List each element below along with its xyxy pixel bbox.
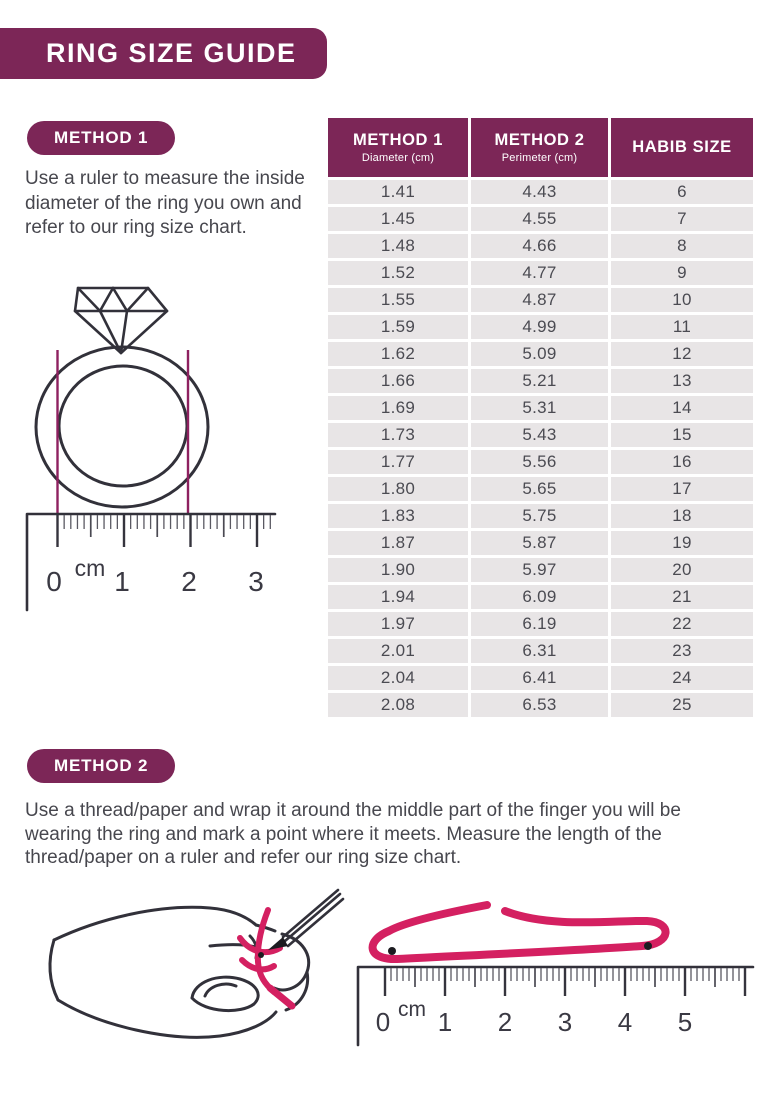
hand-thread-illustration bbox=[42, 876, 362, 1056]
thread-end-dot-right bbox=[644, 942, 652, 950]
table-header-habib-size: HABIB SIZE bbox=[611, 118, 753, 177]
table-cell: 1.69 bbox=[328, 396, 468, 420]
ring-size-table bbox=[328, 118, 753, 717]
table-cell: 1.45 bbox=[328, 207, 468, 231]
table-cell: 4.99 bbox=[471, 315, 608, 339]
table-cell: 25 bbox=[611, 693, 753, 717]
pencil-icon bbox=[268, 890, 343, 950]
ring-band bbox=[36, 347, 208, 507]
table-cell: 1.41 bbox=[328, 180, 468, 204]
ruler2-label-0: 0 bbox=[375, 1007, 391, 1037]
table-cell: 5.21 bbox=[471, 369, 608, 393]
table-cell: 22 bbox=[611, 612, 753, 636]
table-cell: 1.55 bbox=[328, 288, 468, 312]
thread-on-finger bbox=[240, 910, 292, 1006]
table-cell: 24 bbox=[611, 666, 753, 690]
table-cell: 4.77 bbox=[471, 261, 608, 285]
table-cell: 1.97 bbox=[328, 612, 468, 636]
table-cell: 14 bbox=[611, 396, 753, 420]
table-cell: 17 bbox=[611, 477, 753, 501]
table-cell: 1.94 bbox=[328, 585, 468, 609]
table-cell: 5.75 bbox=[471, 504, 608, 528]
table-cell: 5.43 bbox=[471, 423, 608, 447]
table-cell: 2.01 bbox=[328, 639, 468, 663]
table-header-method1: METHOD 1 Diameter (cm) bbox=[328, 118, 468, 177]
ruler1-unit: cm bbox=[74, 555, 106, 581]
method2-badge bbox=[27, 749, 175, 783]
table-cell: 10 bbox=[611, 288, 753, 312]
method1-badge bbox=[27, 121, 175, 155]
table-cell: 1.59 bbox=[328, 315, 468, 339]
table-cell: 18 bbox=[611, 504, 753, 528]
table-cell: 2.04 bbox=[328, 666, 468, 690]
table-cell: 16 bbox=[611, 450, 753, 474]
table-cell: 11 bbox=[611, 315, 753, 339]
table-cell: 2.08 bbox=[328, 693, 468, 717]
ruler1-label-2: 2 bbox=[181, 566, 197, 597]
table-cell: 4.55 bbox=[471, 207, 608, 231]
method1-description: Use a ruler to measure the inside diameter of the ring you own and refer to our ring size chart. bbox=[25, 168, 305, 238]
table-cell: 5.65 bbox=[471, 477, 608, 501]
mark-dot bbox=[258, 952, 264, 958]
table-cell: 23 bbox=[611, 639, 753, 663]
page-title-banner bbox=[0, 28, 327, 79]
table-cell: 5.09 bbox=[471, 342, 608, 366]
table-cell: 1.90 bbox=[328, 558, 468, 582]
table-cell: 5.97 bbox=[471, 558, 608, 582]
table-cell: 19 bbox=[611, 531, 753, 555]
ruler2-label-3: 3 bbox=[557, 1007, 573, 1037]
measured-thread bbox=[373, 905, 666, 959]
ruler2-label-4: 4 bbox=[617, 1007, 633, 1037]
table-header-method2: METHOD 2 Perimeter (cm) bbox=[471, 118, 608, 177]
table-cell: 13 bbox=[611, 369, 753, 393]
diamond-icon bbox=[75, 288, 167, 353]
ruler2-label-1: 1 bbox=[437, 1007, 453, 1037]
page-title: RING SIZE GUIDE bbox=[46, 38, 297, 68]
ring-on-ruler-illustration bbox=[20, 280, 310, 615]
ruler-1 bbox=[27, 514, 275, 610]
table-cell: 5.87 bbox=[471, 531, 608, 555]
table-cell: 6.09 bbox=[471, 585, 608, 609]
table-cell: 4.66 bbox=[471, 234, 608, 258]
table-cell: 1.52 bbox=[328, 261, 468, 285]
table-cell: 6.53 bbox=[471, 693, 608, 717]
table-cell: 1.77 bbox=[328, 450, 468, 474]
thread-end-dot-left bbox=[388, 947, 396, 955]
table-cell: 1.73 bbox=[328, 423, 468, 447]
table-cell: 8 bbox=[611, 234, 753, 258]
table-body bbox=[328, 180, 753, 717]
method1-badge-label: METHOD 1 bbox=[54, 128, 149, 147]
table-header-row bbox=[328, 118, 753, 177]
table-cell: 9 bbox=[611, 261, 753, 285]
table-cell: 20 bbox=[611, 558, 753, 582]
table-cell: 21 bbox=[611, 585, 753, 609]
table-cell: 4.87 bbox=[471, 288, 608, 312]
ruler1-label-1: 1 bbox=[114, 566, 130, 597]
table-cell: 4.43 bbox=[471, 180, 608, 204]
ruler2-label-5: 5 bbox=[677, 1007, 693, 1037]
table-cell: 1.66 bbox=[328, 369, 468, 393]
table-cell: 5.31 bbox=[471, 396, 608, 420]
diameter-measure-lines bbox=[58, 350, 189, 514]
method2-badge-label: METHOD 2 bbox=[54, 756, 149, 775]
ruler1-label-3: 3 bbox=[248, 566, 264, 597]
table-cell: 12 bbox=[611, 342, 753, 366]
method2-description: Use a thread/paper and wrap it around the middle part of the finger you will be wearing the ring and mark a point where it meets. Measure the length of the thread/paper on a ruler and refer our ring size chart. bbox=[25, 800, 681, 868]
table-cell: 1.87 bbox=[328, 531, 468, 555]
table-cell: 15 bbox=[611, 423, 753, 447]
table-cell: 1.80 bbox=[328, 477, 468, 501]
ruler2-label-2: 2 bbox=[497, 1007, 513, 1037]
table-cell: 1.83 bbox=[328, 504, 468, 528]
ruler2-unit: cm bbox=[398, 998, 426, 1021]
table-cell: 6.31 bbox=[471, 639, 608, 663]
table-cell: 7 bbox=[611, 207, 753, 231]
table-cell: 1.48 bbox=[328, 234, 468, 258]
table-cell: 1.62 bbox=[328, 342, 468, 366]
table-cell: 6 bbox=[611, 180, 753, 204]
ruler-2 bbox=[358, 967, 753, 1045]
table-cell: 6.19 bbox=[471, 612, 608, 636]
hand-outline bbox=[50, 907, 309, 1037]
table-cell: 6.41 bbox=[471, 666, 608, 690]
ruler1-label-0: 0 bbox=[46, 566, 62, 597]
table-cell: 5.56 bbox=[471, 450, 608, 474]
thread-on-ruler-illustration bbox=[355, 885, 760, 1060]
